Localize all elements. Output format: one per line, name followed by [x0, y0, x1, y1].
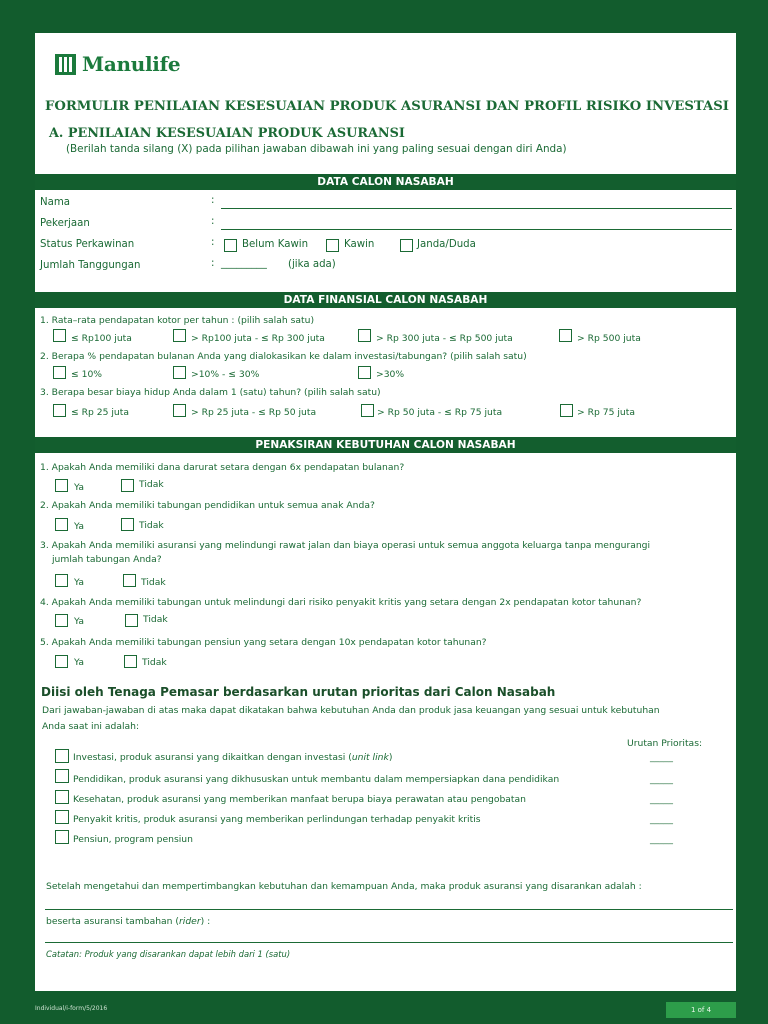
- priority-investasi-label: Investasi, produk asuransi yang dikaitkan dengan investasi (unit link): [73, 752, 393, 763]
- priority-pensiun-rank[interactable]: _____: [650, 834, 673, 845]
- q1-ya-checkbox[interactable]: [55, 479, 68, 492]
- form-title: FORMULIR PENILAIAN KESESUAIAN PRODUK ASURANSI DAN PROFIL RISIKO INVESTASI: [45, 99, 729, 114]
- colon: :: [211, 237, 215, 248]
- priority-kesehatan-rank[interactable]: _____: [650, 794, 673, 805]
- janda-duda-checkbox[interactable]: [400, 239, 413, 252]
- priority-kesehatan-checkbox[interactable]: [55, 790, 69, 804]
- pekerjaan-field[interactable]: [221, 229, 732, 230]
- q1-option-3-checkbox[interactable]: [358, 329, 371, 342]
- q2-ya-checkbox[interactable]: [55, 518, 68, 531]
- q3-ya-checkbox[interactable]: [55, 574, 68, 587]
- q1-option-1-label: ≤ Rp100 juta: [71, 333, 132, 344]
- priority-penyakit-kritis-label: Penyakit kritis, produk asuransi yang memberikan perlindungan terhadap penyakit kritis: [73, 814, 481, 825]
- q5-tidak-checkbox[interactable]: [124, 655, 137, 668]
- q3-option-3-label: > Rp 50 juta - ≤ Rp 75 juta: [377, 407, 503, 418]
- catatan-note: Catatan: Produk yang disarankan dapat lebih dari 1 (satu): [46, 949, 291, 959]
- q3-option-1-checkbox[interactable]: [53, 404, 66, 417]
- finansial-q1: 1. Rata–rata pendapatan kotor per tahun : (pilih salah satu): [40, 315, 315, 326]
- status-label: Status Perkawinan: [40, 239, 135, 250]
- kawin-checkbox[interactable]: [326, 239, 339, 252]
- q1-tidak-checkbox[interactable]: [121, 479, 134, 492]
- produk-disarankan-field[interactable]: [45, 909, 733, 910]
- q5-ya-checkbox[interactable]: [55, 655, 68, 668]
- q3-option-2-label: > Rp 25 juta - ≤ Rp 50 juta: [191, 407, 317, 418]
- finansial-q2: 2. Berapa % pendapatan bulanan Anda yang dialokasikan ke dalam investasi/tabungan? (pilih salah satu): [40, 351, 527, 362]
- pekerjaan-label: Pekerjaan: [40, 218, 90, 229]
- q3-option-2-checkbox[interactable]: [173, 404, 186, 417]
- form-code: Individual/i-form/5/2016: [35, 1005, 108, 1012]
- q3-option-1-label: ≤ Rp 25 juta: [71, 407, 129, 418]
- tidak-label: Tidak: [143, 614, 168, 625]
- beserta-label: beserta asuransi tambahan (rider) :: [46, 916, 211, 927]
- colon: :: [211, 258, 215, 269]
- rider-field[interactable]: [45, 942, 733, 943]
- penaksiran-header: PENAKSIRAN KEBUTUHAN CALON NASABAH: [35, 437, 736, 453]
- q3-option-4-label: > Rp 75 juta: [577, 407, 635, 418]
- belum-kawin-checkbox[interactable]: [224, 239, 237, 252]
- finansial-q3: 3. Berapa besar biaya hidup Anda dalam 1 (satu) tahun? (pilih salah satu): [40, 387, 381, 398]
- q2-option-1-checkbox[interactable]: [53, 366, 66, 379]
- priority-pendidikan-checkbox[interactable]: [55, 769, 69, 783]
- q3-option-4-checkbox[interactable]: [560, 404, 573, 417]
- pemasar-paragraph-line2: Anda saat ini adalah:: [42, 721, 140, 732]
- q1-option-2-checkbox[interactable]: [173, 329, 186, 342]
- q4-tidak-checkbox[interactable]: [125, 614, 138, 627]
- pemasar-paragraph-line1: Dari jawaban-jawaban di atas maka dapat dikatakan bahwa kebutuhan Anda dan produk jasa keuangan yang sesuai untuk kebutuhan: [42, 705, 660, 716]
- q2-option-1-label: ≤ 10%: [71, 369, 103, 380]
- section-a-title: A. PENILAIAN KESESUAIAN PRODUK ASURANSI: [49, 126, 405, 141]
- manulife-logo-icon: [55, 54, 76, 75]
- nama-field[interactable]: [221, 208, 732, 209]
- ya-label: Ya: [74, 482, 84, 493]
- tidak-label: Tidak: [142, 657, 167, 668]
- priority-investasi-checkbox[interactable]: [55, 749, 69, 763]
- setelah-text: Setelah mengetahui dan mempertimbangkan kebutuhan dan kemampuan Anda, maka produk asuransi yang disarankan adalah :: [46, 881, 642, 892]
- page-number: 1 of 4: [666, 1002, 736, 1018]
- q2-option-2-checkbox[interactable]: [173, 366, 186, 379]
- penaksiran-q1: 1. Apakah Anda memiliki dana darurat setara dengan 6x pendapatan bulanan?: [40, 462, 405, 473]
- tidak-label: Tidak: [139, 479, 164, 490]
- penaksiran-q4: 4. Apakah Anda memiliki tabungan untuk melindungi dari risiko penyakit kritis yang setara dengan 2x pendapatan kotor tahunan?: [40, 597, 642, 608]
- penaksiran-q3-line2: jumlah tabungan Anda?: [52, 554, 162, 565]
- q4-ya-checkbox[interactable]: [55, 614, 68, 627]
- q1-option-4-label: > Rp 500 juta: [577, 333, 641, 344]
- urutan-prioritas-label: Urutan Prioritas:: [627, 738, 703, 749]
- q1-option-3-label: > Rp 300 juta - ≤ Rp 500 juta: [376, 333, 513, 344]
- q1-option-4-checkbox[interactable]: [559, 329, 572, 342]
- colon: :: [211, 195, 215, 206]
- ya-label: Ya: [74, 521, 84, 532]
- jumlah-field[interactable]: _________: [221, 258, 267, 269]
- priority-pendidikan-label: Pendidikan, produk asuransi yang dikhususkan untuk membantu dalam mempersiapkan dana pendidikan: [73, 774, 560, 785]
- tidak-label: Tidak: [139, 520, 164, 531]
- q2-tidak-checkbox[interactable]: [121, 518, 134, 531]
- kawin-label: Kawin: [344, 239, 375, 250]
- data-calon-header: DATA CALON NASABAH: [35, 174, 736, 190]
- instruction-text: (Berilah tanda silang (X) pada pilihan jawaban dibawah ini yang paling sesuai dengan diri Anda): [66, 143, 567, 155]
- data-finansial-header: DATA FINANSIAL CALON NASABAH: [35, 292, 736, 308]
- manulife-logo: [55, 52, 180, 76]
- q2-option-2-label: >10% - ≤ 30%: [191, 369, 260, 380]
- colon: :: [211, 216, 215, 227]
- priority-pensiun-checkbox[interactable]: [55, 830, 69, 844]
- q3-tidak-checkbox[interactable]: [123, 574, 136, 587]
- penaksiran-q3-line1: 3. Apakah Anda memiliki asuransi yang melindungi rawat jalan dan biaya operasi untuk semua anggota keluarga tanpa mengurangi: [40, 540, 651, 551]
- nama-label: Nama: [40, 197, 71, 208]
- belum-kawin-label: Belum Kawin: [242, 239, 309, 250]
- priority-penyakit-kritis-rank[interactable]: _____: [650, 814, 673, 825]
- jumlah-note: (jika ada): [288, 259, 336, 270]
- pemasar-heading: Diisi oleh Tenaga Pemasar berdasarkan urutan prioritas dari Calon Nasabah: [41, 685, 556, 699]
- priority-pendidikan-rank[interactable]: _____: [650, 774, 673, 785]
- penaksiran-q5: 5. Apakah Anda memiliki tabungan pensiun yang setara dengan 10x pendapatan kotor tahunan?: [40, 637, 487, 648]
- penaksiran-q2: 2. Apakah Anda memiliki tabungan pendidikan untuk semua anak Anda?: [40, 500, 375, 511]
- priority-kesehatan-label: Kesehatan, produk asuransi yang memberikan manfaat berupa biaya perawatan atau pengobatan: [73, 794, 526, 805]
- ya-label: Ya: [74, 657, 84, 668]
- q3-option-3-checkbox[interactable]: [361, 404, 374, 417]
- janda-duda-label: Janda/Duda: [417, 239, 476, 250]
- ya-label: Ya: [74, 616, 84, 627]
- q2-option-3-label: >30%: [376, 369, 405, 380]
- jumlah-label: Jumlah Tanggungan: [40, 260, 141, 271]
- q1-option-1-checkbox[interactable]: [53, 329, 66, 342]
- priority-penyakit-kritis-checkbox[interactable]: [55, 810, 69, 824]
- brand-name: Manulife: [82, 52, 181, 76]
- tidak-label: Tidak: [141, 577, 166, 588]
- q1-option-2-label: > Rp100 juta - ≤ Rp 300 juta: [191, 333, 325, 344]
- priority-investasi-rank[interactable]: _____: [650, 752, 673, 763]
- priority-pensiun-label: Pensiun, program pensiun: [73, 834, 193, 845]
- form-page: [35, 33, 736, 991]
- q2-option-3-checkbox[interactable]: [358, 366, 371, 379]
- ya-label: Ya: [74, 577, 84, 588]
